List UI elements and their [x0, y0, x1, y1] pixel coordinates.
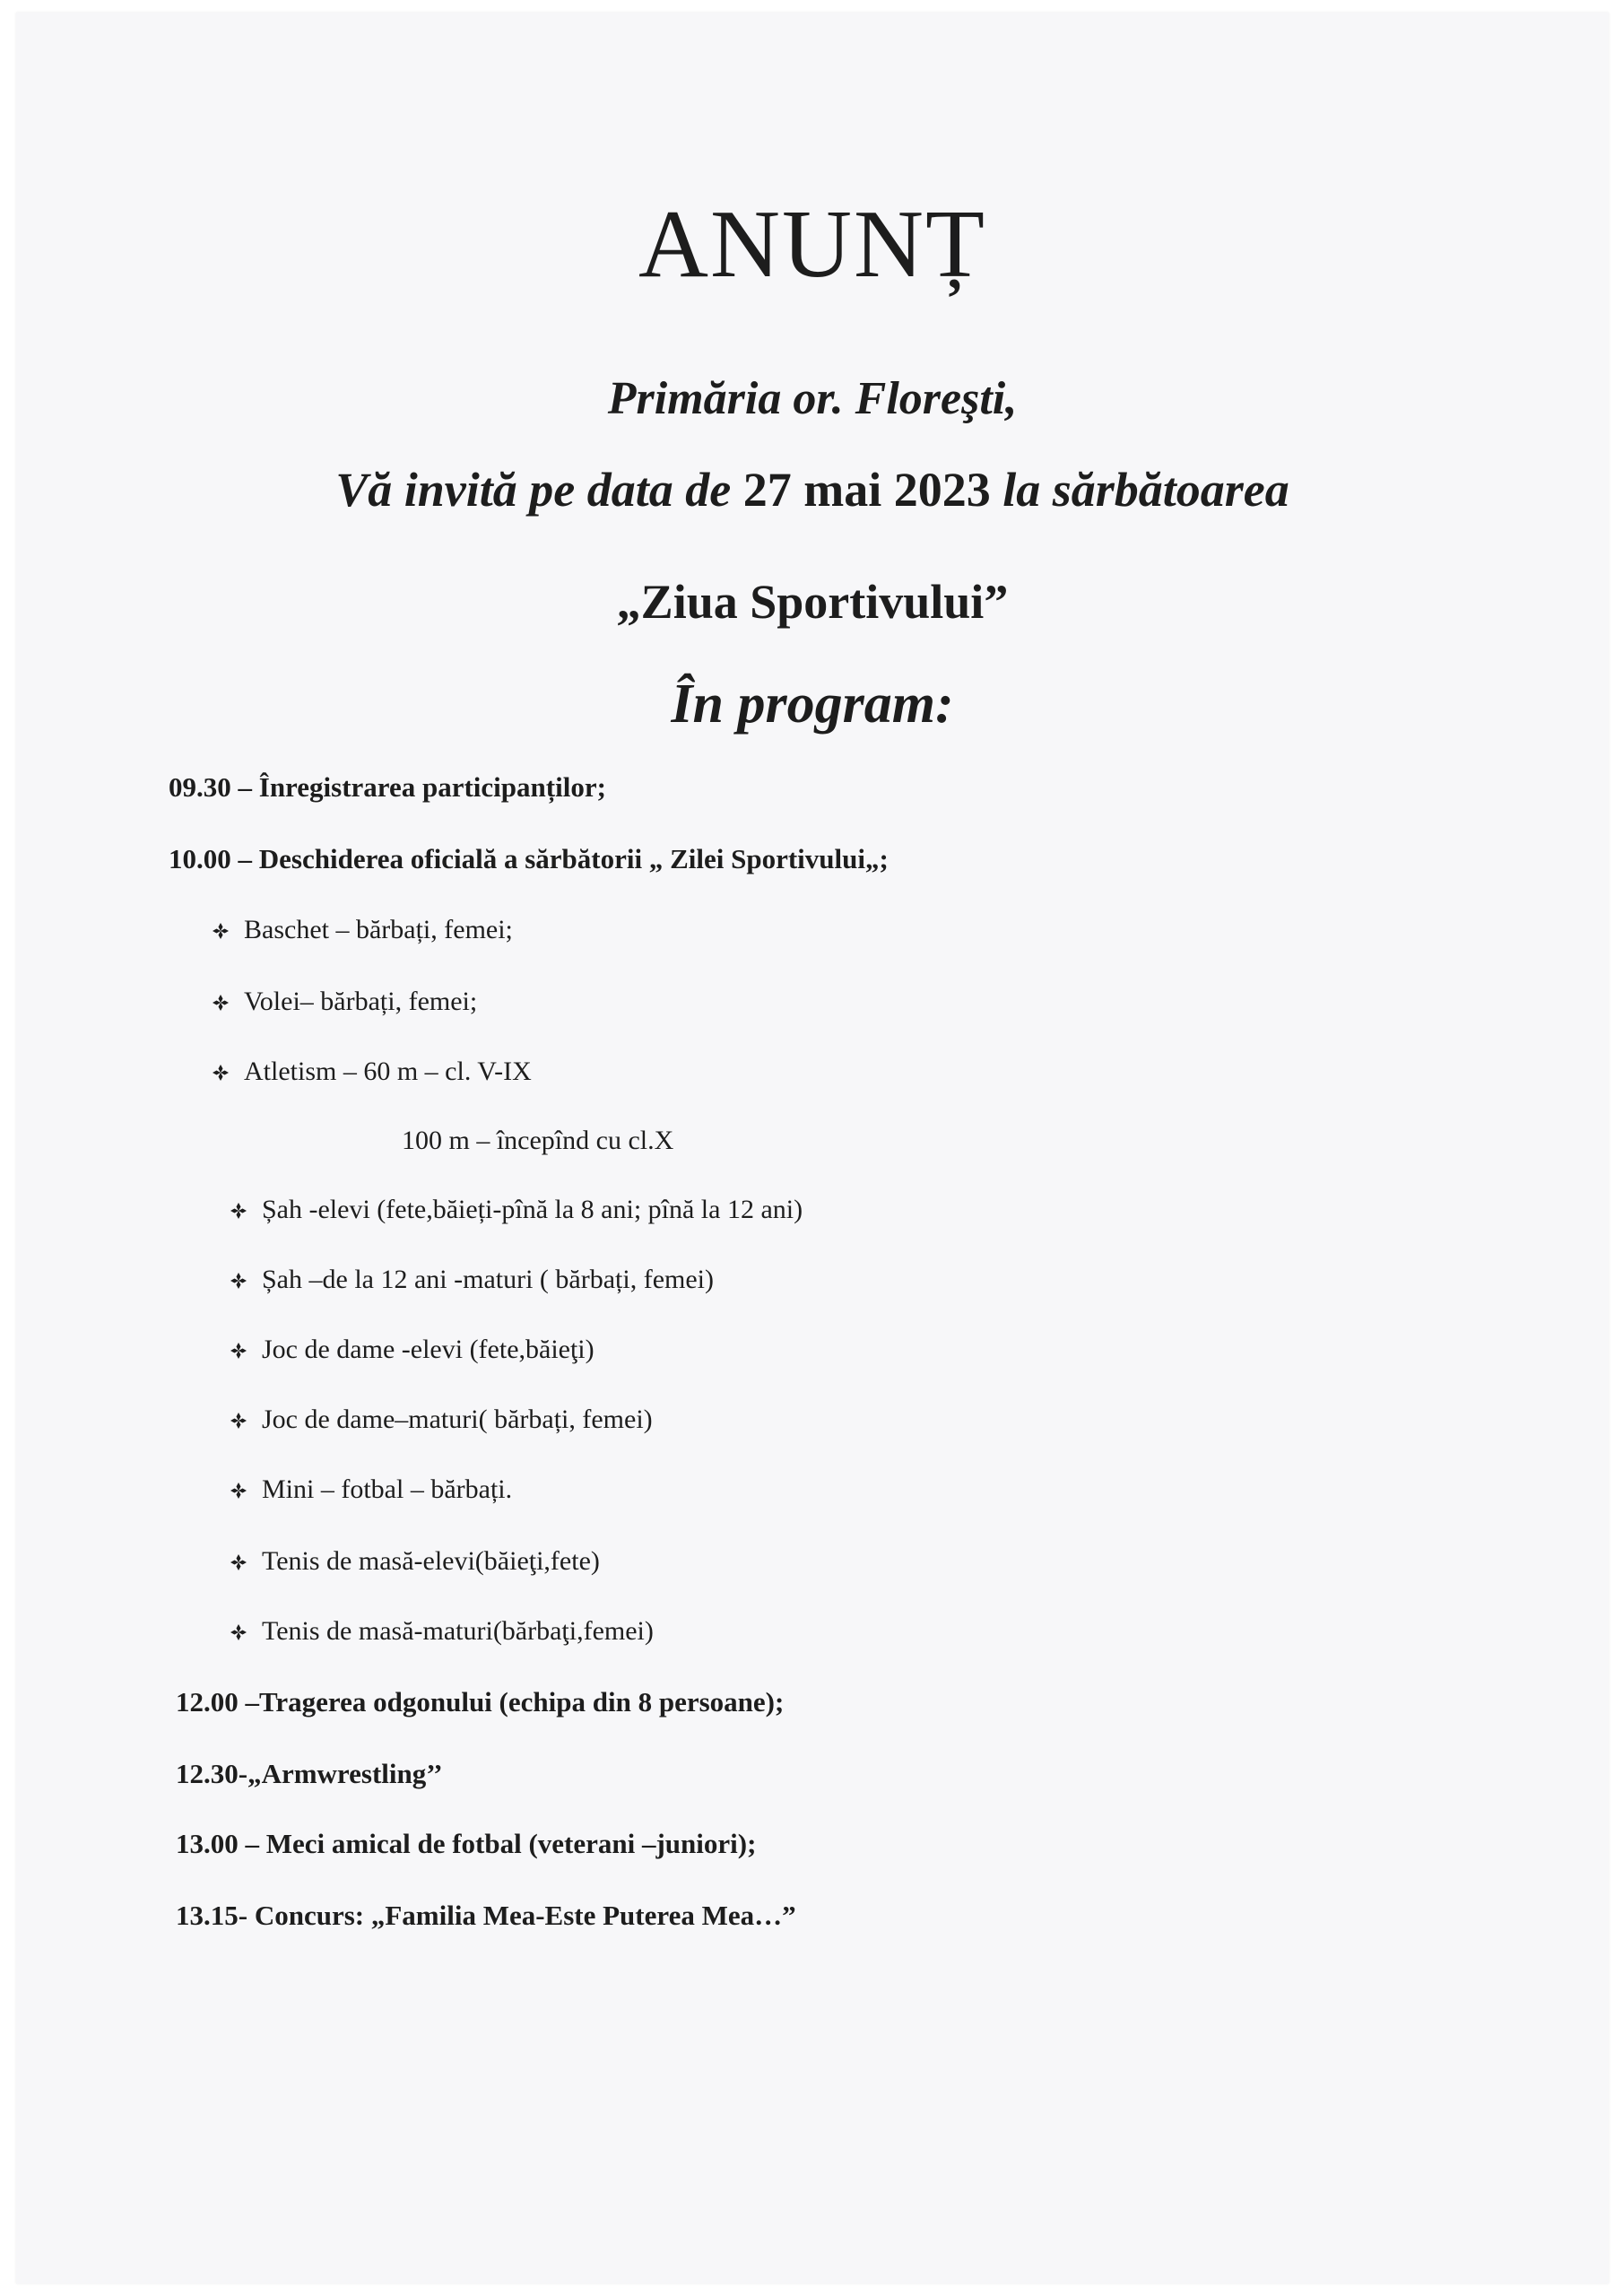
activity-atletism-100: 100 m – începînd cu cl.X	[402, 1126, 674, 1155]
diamond-bullet-icon	[230, 1202, 247, 1220]
activity-baschet	[212, 917, 513, 944]
diamond-bullet-icon	[230, 1272, 247, 1290]
announcement-document	[16, 13, 1609, 2283]
activity-label: Șah –de la 12 ani -maturi ( bărbați, femei)	[262, 1265, 714, 1294]
activity-label: Baschet – bărbați, femei;	[244, 915, 513, 944]
activity-dame-maturi	[230, 1406, 653, 1433]
activity-label: Tenis de masă-elevi(băieţi,fete)	[262, 1546, 600, 1576]
diamond-bullet-icon	[212, 1064, 230, 1082]
activity-sah-elevi	[230, 1196, 803, 1223]
activity-volei	[212, 988, 477, 1015]
activity-dame-elevi	[230, 1336, 595, 1363]
invitation-prefix: Vă invită pe data de	[335, 463, 743, 517]
diamond-bullet-icon	[230, 1623, 247, 1641]
program-item-0930: 09.30 – Înregistrarea participanților;	[169, 771, 606, 803]
activity-label: Joc de dame -elevi (fete,băieţi)	[262, 1335, 595, 1364]
activity-label: Atletism – 60 m – cl. V-IX	[244, 1057, 532, 1086]
diamond-bullet-icon	[212, 994, 230, 1012]
activity-atletism	[212, 1058, 532, 1085]
activity-label: Șah -elevi (fete,băieți-pînă la 8 ani; pînă la 12 ani)	[262, 1195, 803, 1224]
activity-sah-maturi	[230, 1266, 714, 1293]
activity-label: Joc de dame–maturi( bărbați, femei)	[262, 1405, 653, 1434]
program-item-1315: 13.15- Concurs: „Familia Mea-Este Puterea Mea…”	[176, 1900, 796, 1931]
activity-tenis-maturi	[230, 1618, 654, 1645]
program-item-1200: 12.00 –Tragerea odgonului (echipa din 8 persoane);	[176, 1686, 785, 1718]
event-name: „Ziua Sportivului”	[616, 575, 1009, 629]
activity-mini-fotbal	[230, 1476, 512, 1503]
diamond-bullet-icon	[212, 922, 230, 940]
program-item-1300: 13.00 – Meci amical de fotbal (veterani –juniori);	[176, 1828, 757, 1859]
diamond-bullet-icon	[230, 1482, 247, 1500]
activity-label: Tenis de masă-maturi(bărbaţi,femei)	[262, 1616, 654, 1646]
document-title: ANUNȚ	[638, 191, 986, 298]
diamond-bullet-icon	[230, 1412, 247, 1430]
invitation-suffix: la sărbătoarea	[990, 463, 1289, 517]
program-item-1000: 10.00 – Deschiderea oficială a sărbătorii „ Zilei Sportivului„;	[169, 843, 889, 874]
program-heading: În program:	[671, 674, 954, 735]
activity-tenis-elevi	[230, 1548, 600, 1575]
activity-label: Volei– bărbați, femei;	[244, 987, 478, 1016]
event-date: 27 mai 2023	[742, 463, 991, 517]
activity-label: Mini – fotbal – bărbați.	[262, 1474, 513, 1504]
paper-sheet	[16, 13, 1609, 2283]
diamond-bullet-icon	[230, 1553, 247, 1571]
organizer-line: Primăria or. Floreşti,	[607, 373, 1018, 424]
program-item-1230: 12.30-„Armwrestling’’	[176, 1758, 443, 1789]
diamond-bullet-icon	[230, 1342, 247, 1360]
invitation-line	[16, 463, 1609, 517]
